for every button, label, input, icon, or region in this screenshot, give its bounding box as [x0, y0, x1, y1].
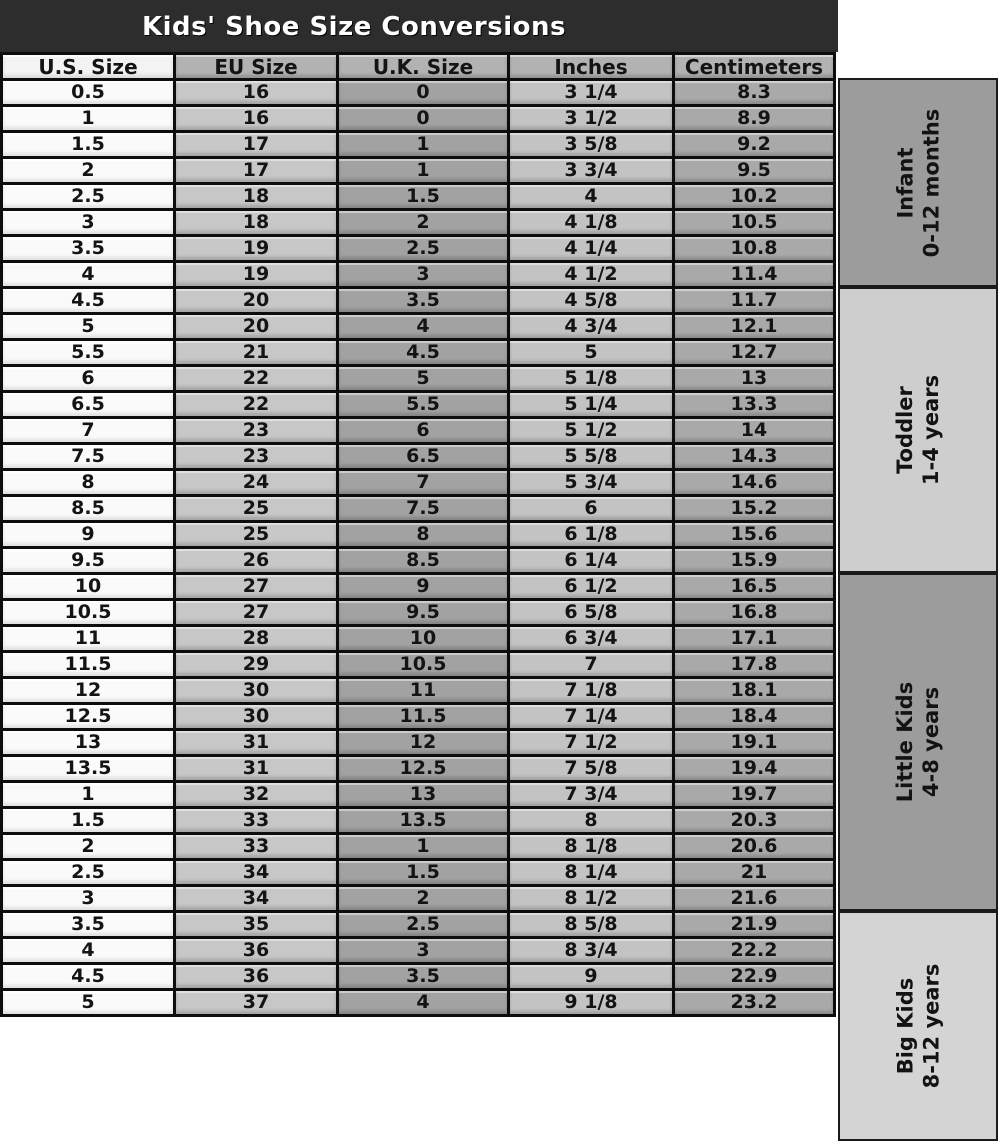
size-conversion-table	[0, 52, 836, 1017]
table-cell-centimeters: 17.8	[675, 653, 833, 676]
table-row	[3, 965, 833, 988]
table-row	[3, 757, 833, 780]
table-row	[3, 393, 833, 416]
table-cell-centimeters: 20.6	[675, 835, 833, 858]
table-cell-eu-size: 17	[176, 159, 336, 182]
table-row	[3, 419, 833, 442]
table-row	[3, 263, 833, 286]
table-cell-eu-size: 30	[176, 679, 336, 702]
table-row	[3, 705, 833, 728]
table-cell-uk-size: 1	[339, 159, 507, 182]
table-cell-inches: 3 1/2	[510, 107, 672, 130]
table-row	[3, 159, 833, 182]
table-cell-centimeters: 21	[675, 861, 833, 884]
table-cell-uk-size: 13.5	[339, 809, 507, 832]
table-row	[3, 81, 833, 104]
table-cell-inches: 7 1/4	[510, 705, 672, 728]
table-cell-eu-size: 20	[176, 289, 336, 312]
table-cell-uk-size: 6	[339, 419, 507, 442]
age-group-toddler	[838, 287, 998, 573]
table-cell-centimeters: 15.2	[675, 497, 833, 520]
table-row	[3, 913, 833, 936]
table-cell-us-size: 4.5	[3, 965, 173, 988]
table-header-row	[3, 55, 833, 78]
age-group-label	[892, 375, 944, 485]
table-cell-uk-size: 12	[339, 731, 507, 754]
table-cell-us-size: 12	[3, 679, 173, 702]
table-cell-inches: 6	[510, 497, 672, 520]
table-row	[3, 367, 833, 390]
table-cell-uk-size: 3	[339, 263, 507, 286]
table-cell-centimeters: 21.9	[675, 913, 833, 936]
table-cell-us-size: 10	[3, 575, 173, 598]
age-group-sidebar	[838, 0, 998, 1089]
table-row	[3, 601, 833, 624]
table-row	[3, 835, 833, 858]
table-row	[3, 107, 833, 130]
table-cell-inches: 5 1/8	[510, 367, 672, 390]
table-cell-uk-size: 0	[339, 107, 507, 130]
age-group-range: 4-8 years	[918, 686, 943, 798]
table-cell-eu-size: 19	[176, 237, 336, 260]
table-cell-uk-size: 8.5	[339, 549, 507, 572]
table-cell-centimeters: 19.1	[675, 731, 833, 754]
table-cell-centimeters: 15.9	[675, 549, 833, 572]
table-cell-inches: 5 1/4	[510, 393, 672, 416]
table-row	[3, 237, 833, 260]
table-cell-centimeters: 9.2	[675, 133, 833, 156]
column-header-uk-size: U.K. Size	[339, 55, 507, 78]
table-cell-eu-size: 35	[176, 913, 336, 936]
table-cell-centimeters: 14	[675, 419, 833, 442]
table-cell-uk-size: 2	[339, 887, 507, 910]
table-row	[3, 341, 833, 364]
age-group-range: 0-12 months	[919, 108, 943, 257]
table-cell-inches: 6 5/8	[510, 601, 672, 624]
table-cell-inches: 4 3/4	[510, 315, 672, 338]
table-cell-eu-size: 18	[176, 185, 336, 208]
column-header-eu-size: EU Size	[176, 55, 336, 78]
table-cell-us-size: 3	[3, 887, 173, 910]
table-cell-eu-size: 22	[176, 393, 336, 416]
table-cell-inches: 8 5/8	[510, 913, 672, 936]
table-cell-inches: 4 5/8	[510, 289, 672, 312]
table-cell-eu-size: 19	[176, 263, 336, 286]
table-cell-uk-size: 3	[339, 939, 507, 962]
table-cell-inches: 4 1/8	[510, 211, 672, 234]
table-cell-inches: 7 5/8	[510, 757, 672, 780]
table-cell-us-size: 7.5	[3, 445, 173, 468]
table-cell-eu-size: 16	[176, 107, 336, 130]
table-cell-centimeters: 8.9	[675, 107, 833, 130]
table-row	[3, 497, 833, 520]
table-cell-inches: 7 1/2	[510, 731, 672, 754]
table-cell-uk-size: 10	[339, 627, 507, 650]
table-cell-eu-size: 23	[176, 445, 336, 468]
table-cell-us-size: 5	[3, 315, 173, 338]
table-cell-uk-size: 5.5	[339, 393, 507, 416]
table-cell-inches: 5 5/8	[510, 445, 672, 468]
table-row	[3, 731, 833, 754]
table-cell-inches: 4 1/4	[510, 237, 672, 260]
table-cell-eu-size: 34	[176, 887, 336, 910]
table-cell-centimeters: 20.3	[675, 809, 833, 832]
column-header-us-size: U.S. Size	[3, 55, 173, 78]
table-cell-uk-size: 7.5	[339, 497, 507, 520]
table-cell-uk-size: 9	[339, 575, 507, 598]
table-cell-us-size: 4	[3, 263, 173, 286]
table-cell-eu-size: 30	[176, 705, 336, 728]
table-row	[3, 133, 833, 156]
table-cell-eu-size: 36	[176, 965, 336, 988]
table-cell-us-size: 2.5	[3, 861, 173, 884]
age-group-range: 8-12 years	[918, 963, 943, 1089]
table-cell-us-size: 5.5	[3, 341, 173, 364]
table-cell-eu-size: 29	[176, 653, 336, 676]
age-group-little-kids	[838, 573, 998, 911]
table-row	[3, 445, 833, 468]
table-cell-centimeters: 11.4	[675, 263, 833, 286]
table-cell-inches: 9	[510, 965, 672, 988]
table-row	[3, 783, 833, 806]
table-cell-centimeters: 22.9	[675, 965, 833, 988]
age-group-range: 1-4 years	[919, 374, 943, 486]
table-row	[3, 523, 833, 546]
table-row	[3, 211, 833, 234]
table-cell-centimeters: 18.4	[675, 705, 833, 728]
table-cell-us-size: 8.5	[3, 497, 173, 520]
table-cell-inches: 3 3/4	[510, 159, 672, 182]
table-cell-inches: 8 1/4	[510, 861, 672, 884]
age-group-name: Infant	[893, 146, 917, 219]
table-cell-centimeters: 9.5	[675, 159, 833, 182]
age-group-big-kids	[838, 911, 998, 1141]
table-cell-centimeters: 10.5	[675, 211, 833, 234]
table-cell-eu-size: 36	[176, 939, 336, 962]
table-cell-centimeters: 16.8	[675, 601, 833, 624]
table-cell-uk-size: 2	[339, 211, 507, 234]
table-cell-uk-size: 6.5	[339, 445, 507, 468]
table-cell-us-size: 1.5	[3, 133, 173, 156]
table-cell-centimeters: 11.7	[675, 289, 833, 312]
table-cell-uk-size: 4.5	[339, 341, 507, 364]
table-row	[3, 887, 833, 910]
table-cell-eu-size: 26	[176, 549, 336, 572]
table-row	[3, 679, 833, 702]
table-cell-inches: 8 3/4	[510, 939, 672, 962]
table-cell-eu-size: 33	[176, 809, 336, 832]
table-cell-us-size: 13	[3, 731, 173, 754]
table-cell-us-size: 2	[3, 159, 173, 182]
table-cell-us-size: 9.5	[3, 549, 173, 572]
table-cell-inches: 4	[510, 185, 672, 208]
table-cell-eu-size: 17	[176, 133, 336, 156]
table-cell-us-size: 4	[3, 939, 173, 962]
table-cell-us-size: 1	[3, 783, 173, 806]
table-cell-centimeters: 16.5	[675, 575, 833, 598]
table-cell-eu-size: 18	[176, 211, 336, 234]
table-cell-uk-size: 3.5	[339, 289, 507, 312]
table-cell-uk-size: 11	[339, 679, 507, 702]
table-cell-uk-size: 4	[339, 991, 507, 1014]
table-cell-eu-size: 25	[176, 523, 336, 546]
table-row	[3, 939, 833, 962]
table-row	[3, 185, 833, 208]
page-title: Kids' Shoe Size Conversions	[142, 12, 566, 42]
table-cell-uk-size: 12.5	[339, 757, 507, 780]
table-cell-us-size: 2.5	[3, 185, 173, 208]
table-row	[3, 575, 833, 598]
table-cell-us-size: 7	[3, 419, 173, 442]
table-cell-us-size: 10.5	[3, 601, 173, 624]
table-row	[3, 549, 833, 572]
table-cell-us-size: 3.5	[3, 913, 173, 936]
table-cell-inches: 6 1/4	[510, 549, 672, 572]
table-cell-uk-size: 11.5	[339, 705, 507, 728]
table-cell-centimeters: 17.1	[675, 627, 833, 650]
table-cell-us-size: 0.5	[3, 81, 173, 104]
table-cell-inches: 3 5/8	[510, 133, 672, 156]
table-row	[3, 471, 833, 494]
table-cell-inches: 5 1/2	[510, 419, 672, 442]
table-cell-inches: 6 3/4	[510, 627, 672, 650]
table-cell-eu-size: 20	[176, 315, 336, 338]
table-cell-us-size: 12.5	[3, 705, 173, 728]
table-cell-inches: 3 1/4	[510, 81, 672, 104]
table-cell-eu-size: 31	[176, 731, 336, 754]
table-cell-us-size: 9	[3, 523, 173, 546]
table-cell-inches: 6 1/2	[510, 575, 672, 598]
table-cell-us-size: 5	[3, 991, 173, 1014]
table-cell-inches: 7 1/8	[510, 679, 672, 702]
table-cell-eu-size: 28	[176, 627, 336, 650]
table-cell-us-size: 6	[3, 367, 173, 390]
table-cell-centimeters: 22.2	[675, 939, 833, 962]
table-cell-inches: 8	[510, 809, 672, 832]
column-header-centimeters: Centimeters	[675, 55, 833, 78]
table-cell-uk-size: 2.5	[339, 237, 507, 260]
table-cell-eu-size: 33	[176, 835, 336, 858]
table-cell-eu-size: 21	[176, 341, 336, 364]
table-cell-eu-size: 23	[176, 419, 336, 442]
title-bar	[0, 0, 838, 52]
table-cell-uk-size: 3.5	[339, 965, 507, 988]
table-row	[3, 315, 833, 338]
table-cell-eu-size: 32	[176, 783, 336, 806]
table-cell-us-size: 11	[3, 627, 173, 650]
table-cell-eu-size: 22	[176, 367, 336, 390]
table-cell-centimeters: 10.8	[675, 237, 833, 260]
table-cell-centimeters: 10.2	[675, 185, 833, 208]
table-cell-inches: 4 1/2	[510, 263, 672, 286]
table-cell-inches: 6 1/8	[510, 523, 672, 546]
table-cell-uk-size: 7	[339, 471, 507, 494]
table-cell-centimeters: 8.3	[675, 81, 833, 104]
table-row	[3, 653, 833, 676]
table-cell-centimeters: 23.2	[675, 991, 833, 1014]
table-cell-eu-size: 31	[176, 757, 336, 780]
table-cell-uk-size: 1.5	[339, 861, 507, 884]
table-cell-uk-size: 9.5	[339, 601, 507, 624]
age-group-label	[892, 108, 944, 257]
table-cell-us-size: 1.5	[3, 809, 173, 832]
table-cell-uk-size: 8	[339, 523, 507, 546]
table-cell-inches: 5 3/4	[510, 471, 672, 494]
age-group-infant	[838, 78, 998, 287]
table-cell-centimeters: 14.6	[675, 471, 833, 494]
table-cell-centimeters: 19.4	[675, 757, 833, 780]
table-cell-inches: 5	[510, 341, 672, 364]
table-cell-inches: 8 1/8	[510, 835, 672, 858]
table-cell-inches: 7	[510, 653, 672, 676]
table-cell-centimeters: 13.3	[675, 393, 833, 416]
table-cell-centimeters: 21.6	[675, 887, 833, 910]
table-cell-uk-size: 0	[339, 81, 507, 104]
table-cell-inches: 9 1/8	[510, 991, 672, 1014]
table-cell-uk-size: 10.5	[339, 653, 507, 676]
table-cell-uk-size: 2.5	[339, 913, 507, 936]
age-group-name: Little Kids	[892, 681, 917, 803]
table-cell-eu-size: 24	[176, 471, 336, 494]
table-cell-centimeters: 14.3	[675, 445, 833, 468]
table-cell-uk-size: 4	[339, 315, 507, 338]
table-cell-us-size: 1	[3, 107, 173, 130]
table-cell-inches: 8 1/2	[510, 887, 672, 910]
age-group-label	[892, 682, 944, 802]
table-cell-us-size: 4.5	[3, 289, 173, 312]
table-cell-eu-size: 16	[176, 81, 336, 104]
table-cell-centimeters: 13	[675, 367, 833, 390]
table-cell-uk-size: 5	[339, 367, 507, 390]
table-cell-eu-size: 25	[176, 497, 336, 520]
table-cell-eu-size: 37	[176, 991, 336, 1014]
table-cell-inches: 7 3/4	[510, 783, 672, 806]
table-cell-eu-size: 27	[176, 601, 336, 624]
table-row	[3, 627, 833, 650]
age-group-name: Toddler	[893, 386, 917, 474]
table-row	[3, 289, 833, 312]
table-cell-us-size: 2	[3, 835, 173, 858]
table-cell-us-size: 3	[3, 211, 173, 234]
table-cell-us-size: 3.5	[3, 237, 173, 260]
table-cell-us-size: 8	[3, 471, 173, 494]
table-cell-uk-size: 13	[339, 783, 507, 806]
table-cell-us-size: 6.5	[3, 393, 173, 416]
table-cell-eu-size: 27	[176, 575, 336, 598]
table-cell-us-size: 13.5	[3, 757, 173, 780]
table-row	[3, 991, 833, 1014]
table-row	[3, 809, 833, 832]
age-group-name: Big Kids	[892, 977, 917, 1075]
table-cell-uk-size: 1	[339, 835, 507, 858]
column-header-inches: Inches	[510, 55, 672, 78]
table-cell-centimeters: 12.7	[675, 341, 833, 364]
table-cell-centimeters: 15.6	[675, 523, 833, 546]
table-cell-centimeters: 18.1	[675, 679, 833, 702]
table-cell-uk-size: 1	[339, 133, 507, 156]
table-row	[3, 861, 833, 884]
table-cell-centimeters: 19.7	[675, 783, 833, 806]
table-cell-us-size: 11.5	[3, 653, 173, 676]
table-cell-centimeters: 12.1	[675, 315, 833, 338]
table-cell-eu-size: 34	[176, 861, 336, 884]
age-group-label	[892, 964, 944, 1089]
table-cell-uk-size: 1.5	[339, 185, 507, 208]
